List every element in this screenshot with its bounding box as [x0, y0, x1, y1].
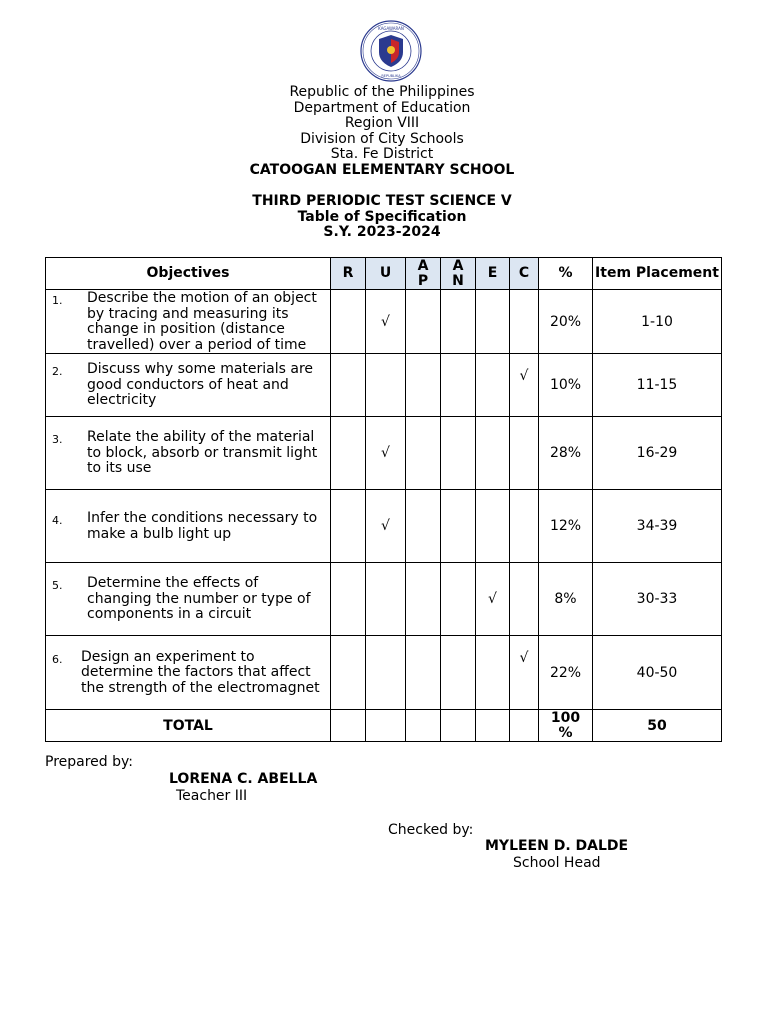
objective-text: Relate the ability of the material to block, absorb or transmit light to its use — [87, 429, 318, 477]
check-mark: √ — [366, 417, 406, 490]
check-mark: √ — [476, 563, 510, 636]
percent-header: % — [539, 258, 593, 290]
check-mark: √ — [510, 354, 539, 417]
check-mark: √ — [366, 490, 406, 563]
header-department: Department of Education — [293, 99, 471, 116]
deped-seal-icon — [360, 20, 422, 82]
analyzing-header: A N — [441, 258, 476, 290]
placement-cell: 34-39 — [593, 490, 722, 563]
total-items: 50 — [593, 710, 722, 742]
row-number: 5. — [52, 579, 63, 593]
table-row — [46, 563, 722, 636]
objectives-header: Objectives — [46, 258, 331, 290]
placement-cell: 1-10 — [593, 290, 722, 354]
creating-header: C — [510, 258, 539, 290]
header-division: Division of City Schools — [300, 130, 464, 147]
objective-text: Discuss why some materials are good conductors of heat and electricity — [87, 361, 314, 409]
objective-text: Determine the effects of changing the number or type of components in a circuit — [87, 575, 311, 623]
table-row — [46, 490, 722, 563]
total-label: TOTAL — [46, 710, 331, 742]
header-country: Republic of the Philippines — [289, 84, 475, 100]
total-row — [46, 710, 722, 742]
school-year: S.Y. 2023-2024 — [323, 224, 441, 240]
objective-text: Describe the motion of an object by tracing and measuring its change in position (distance travelled) over a period of time — [87, 290, 317, 353]
preparer-name: LORENA C. ABELLA — [169, 771, 318, 787]
remembering-header: R — [331, 258, 366, 290]
percent-cell: 10% — [539, 354, 593, 417]
understanding-header: U — [366, 258, 406, 290]
table-row — [46, 290, 722, 354]
percent-cell: 22% — [539, 636, 593, 710]
document-header — [0, 85, 764, 241]
table-row — [46, 417, 722, 490]
specification-table — [45, 257, 722, 742]
objective-text: Infer the conditions necessary to make a bulb light up — [87, 510, 318, 542]
checker-title: School Head — [513, 855, 601, 871]
test-title: THIRD PERIODIC TEST SCIENCE V — [252, 193, 512, 209]
row-number: 4. — [52, 514, 63, 527]
table-row — [46, 636, 722, 710]
placement-cell: 11-15 — [593, 354, 722, 417]
percent-cell: 20% — [539, 290, 593, 354]
applying-header: A P — [406, 258, 441, 290]
checked-by-label: Checked by: — [388, 822, 474, 838]
row-number: 2. — [52, 365, 63, 379]
check-mark: √ — [366, 290, 406, 354]
svg-text:KAGAWARAN: KAGAWARAN — [378, 26, 404, 31]
header-region: Region VIII — [344, 115, 420, 131]
checker-name: MYLEEN D. DALDE — [485, 838, 629, 854]
percent-cell: 8% — [539, 563, 593, 636]
table-row — [46, 354, 722, 417]
svg-text:REPUBLIKA: REPUBLIKA — [381, 74, 401, 78]
evaluating-header: E — [476, 258, 510, 290]
total-percent: 100 % — [539, 710, 593, 742]
school-name: CATOOGAN ELEMENTARY SCHOOL — [249, 161, 515, 178]
row-number: 1. — [52, 294, 63, 307]
prepared-by-label: Prepared by: — [45, 754, 133, 770]
header-district: Sta. Fe District — [330, 146, 434, 162]
percent-cell: 28% — [539, 417, 593, 490]
preparer-title: Teacher III — [176, 788, 248, 804]
row-number: 3. — [52, 433, 63, 447]
placement-cell: 40-50 — [593, 636, 722, 710]
placement-cell: 16-29 — [593, 417, 722, 490]
percent-cell: 12% — [539, 490, 593, 563]
row-number: 6. — [52, 652, 63, 666]
document-subtitle: Table of Specification — [297, 208, 467, 225]
table-header-row — [46, 258, 722, 290]
item-placement-header: Item Placement — [593, 258, 722, 290]
objective-text: Design an experiment to determine the factors that affect the strength of the electromagnet — [81, 648, 320, 696]
placement-cell: 30-33 — [593, 563, 722, 636]
check-mark: √ — [510, 636, 539, 710]
